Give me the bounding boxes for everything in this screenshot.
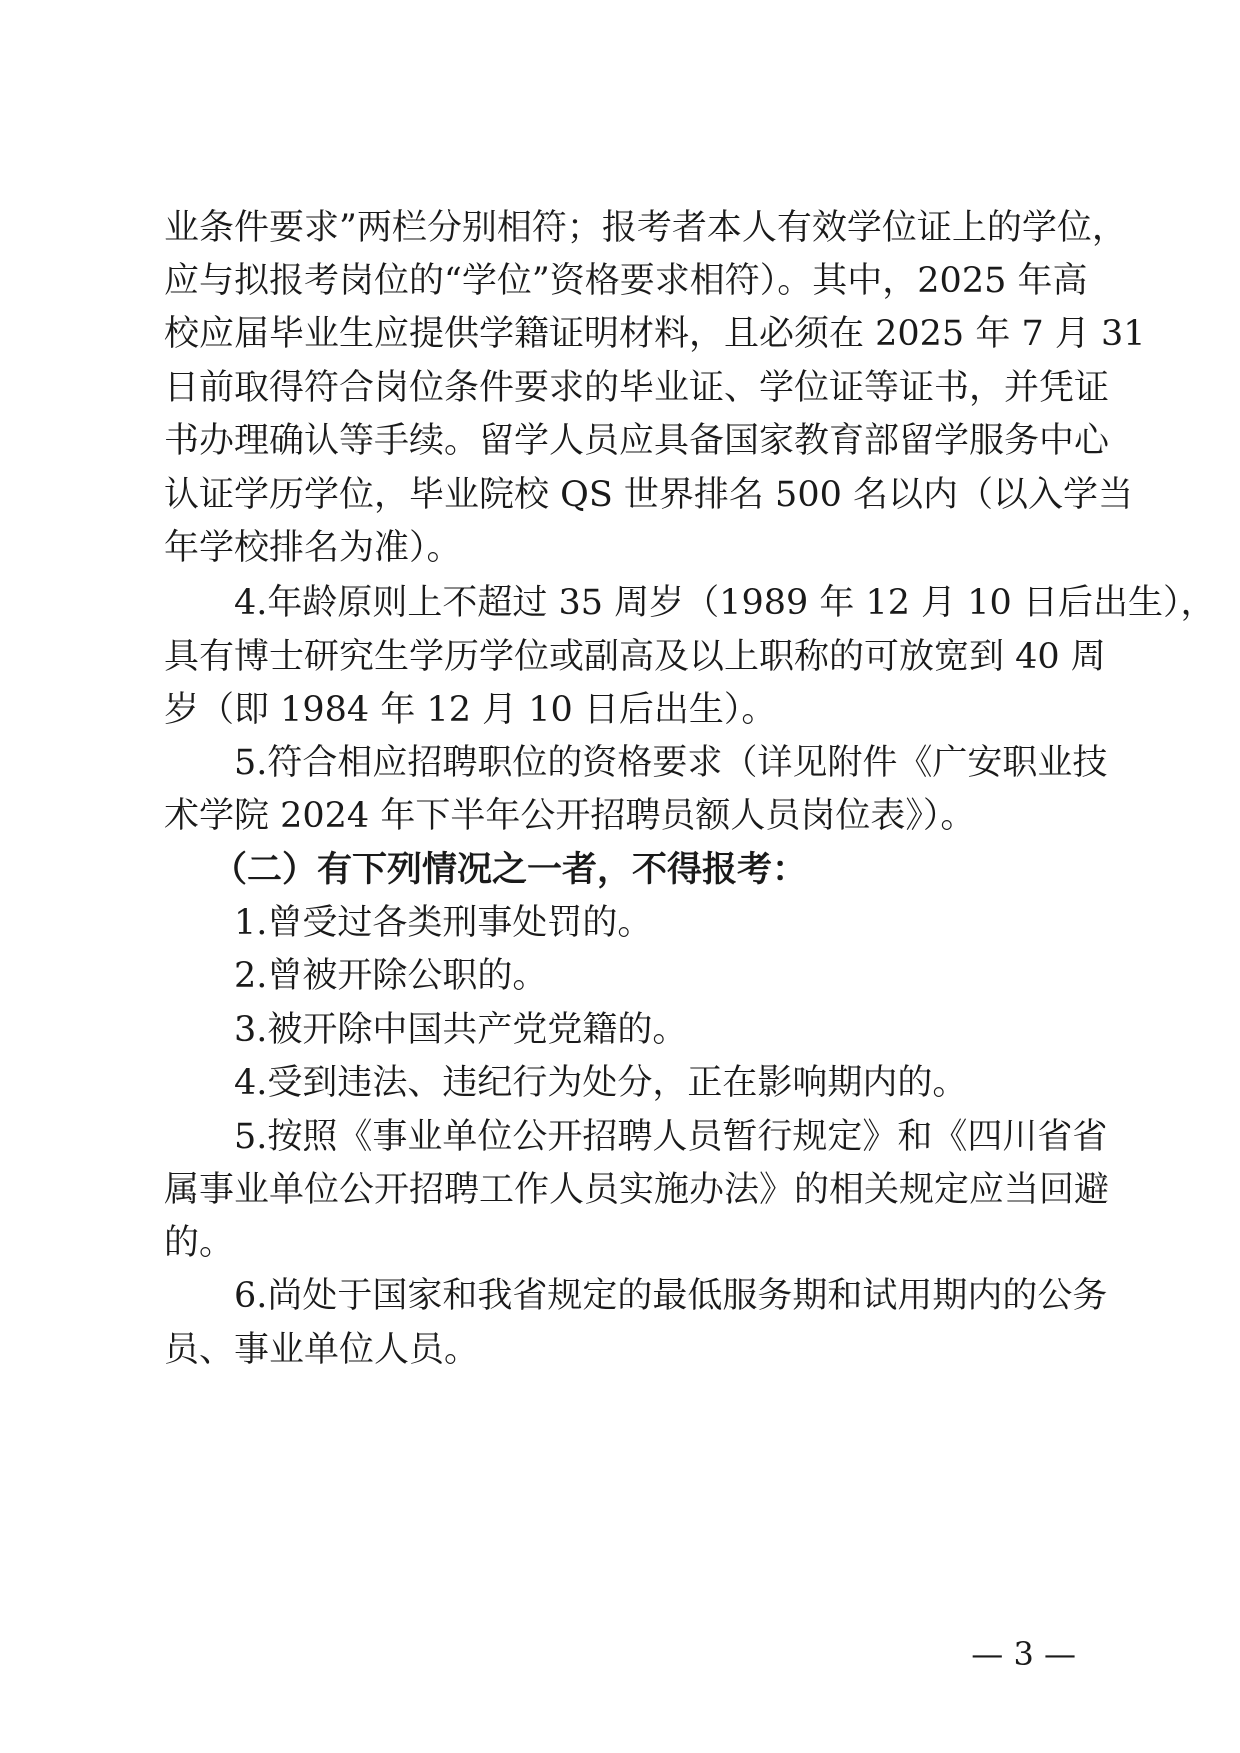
list-item: 2.曾被开除公职的。 xyxy=(234,956,548,996)
paragraph-line: 业条件要求”两栏分别相符；报考者本人有效学位证上的学位， xyxy=(164,208,1127,248)
list-item: 1.曾受过各类刑事处罚的。 xyxy=(234,903,653,943)
paragraph-line: 具有博士研究生学历学位或副高及以上职称的可放宽到 40 周 xyxy=(164,637,1106,677)
paragraph-line: 日前取得符合岗位条件要求的毕业证、学位证等证书，并凭证 xyxy=(164,368,1110,408)
list-item: 6.尚处于国家和我省规定的最低服务期和试用期内的公务 xyxy=(234,1276,1108,1316)
section-heading: （二）有下列情况之一者，不得报考： xyxy=(212,849,808,890)
qualification-requirement-line: 5.符合相应招聘职位的资格要求（详见附件《广安职业技 xyxy=(234,743,1108,783)
paragraph-line: 属事业单位公开招聘工作人员实施办法》的相关规定应当回避 xyxy=(164,1170,1110,1210)
list-item: 4.受到违法、违纪行为处分，正在影响期内的。 xyxy=(234,1063,968,1103)
paragraph-line: 校应届毕业生应提供学籍证明材料，且必须在 2025 年 7 月 31 xyxy=(164,314,1146,354)
age-requirement-line: 4.年龄原则上不超过 35 周岁（1989 年 12 月 10 日后出生）， xyxy=(234,583,1216,623)
page-number: — 3 — xyxy=(971,1635,1076,1673)
paragraph-line: 书办理确认等手续。留学人员应具备国家教育部留学服务中心 xyxy=(164,421,1110,461)
list-item: 5.按照《事业单位公开招聘人员暂行规定》和《四川省省 xyxy=(234,1117,1108,1157)
paragraph-line: 术学院 2024 年下半年公开招聘员额人员岗位表》）。 xyxy=(164,796,976,836)
paragraph-line: 应与拟报考岗位的“学位”资格要求相符）。其中，2025 年高 xyxy=(164,261,1088,301)
list-item: 3.被开除中国共产党党籍的。 xyxy=(234,1010,688,1050)
paragraph-line: 的。 xyxy=(164,1223,235,1263)
paragraph-line: 岁（即 1984 年 12 月 10 日后出生）。 xyxy=(164,690,777,730)
paragraph-line: 员、事业单位人员。 xyxy=(164,1330,480,1370)
paragraph-line: 认证学历学位，毕业院校 QS 世界排名 500 名以内（以入学当 xyxy=(164,475,1133,515)
paragraph-line: 年学校排名为准）。 xyxy=(164,528,462,568)
